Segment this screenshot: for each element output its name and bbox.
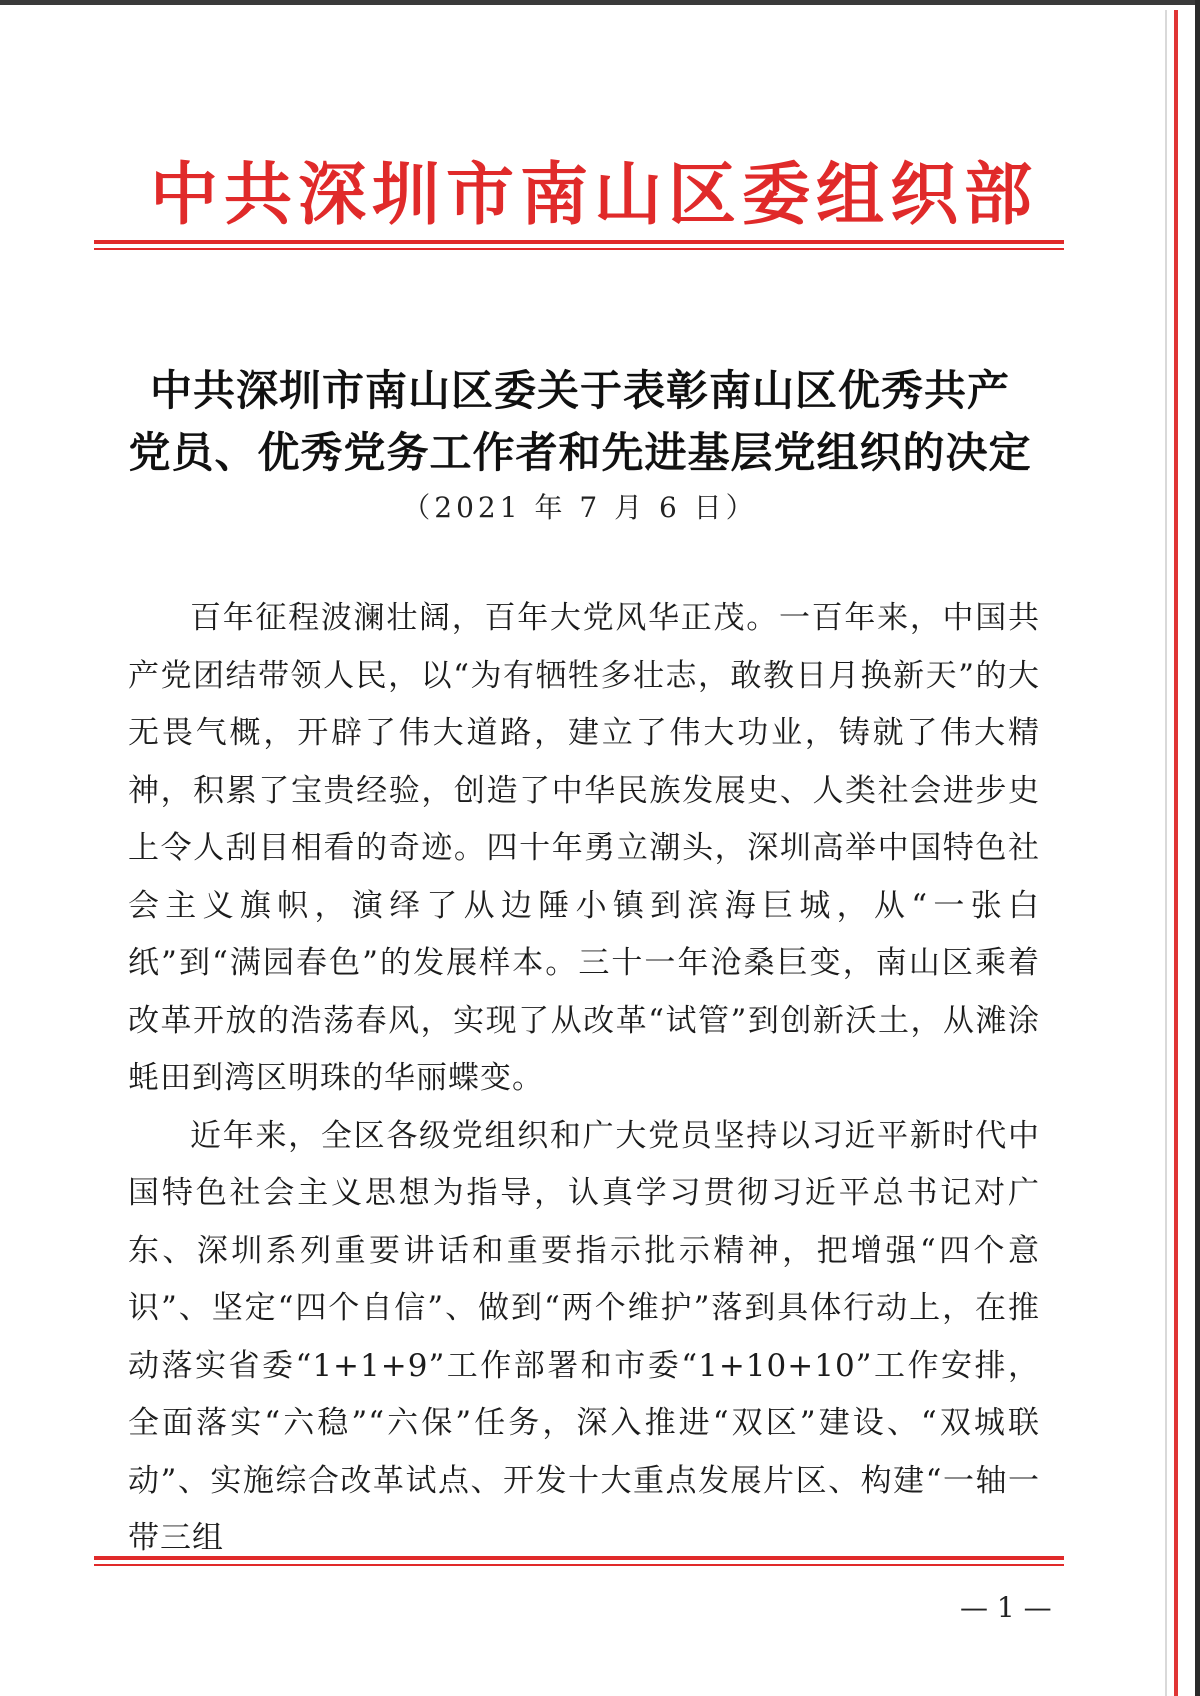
- footer-red-rule-thick: [94, 1556, 1064, 1560]
- footer-red-rule-thin: [94, 1564, 1064, 1566]
- document-title: [110, 360, 1050, 484]
- scan-edge-top: [0, 0, 1200, 5]
- red-margin-line: [1174, 10, 1178, 1696]
- document-title-line-1: 中共深圳市南山区委关于表彰南山区优秀共产: [149, 366, 1010, 415]
- header-red-rule-thick: [94, 240, 1064, 244]
- issuing-organization-header: 中共深圳市南山区委组织部: [150, 155, 1039, 235]
- body-paragraph-1: 百年征程波澜壮阔，百年大党风华正茂。一百年来，中国共产党团结带领人民，以“为有牺牲多壮志，敢教日月换新天”的大无畏气概，开辟了伟大道路，建立了伟大功业，铸就了伟大精神，积累了宝贵经验，创造了中华民族发展史、人类社会进步史上令人刮目相看的奇迹。四十年勇立潮头，深圳高举中国特色社会主义旗帜，演绎了从边陲小镇到滨海巨城，从“一张白纸”到“满园春色”的发展样本。三十一年沧桑巨变，南山区乘着改革开放的浩荡春风，实现了从改革“试管”到创新沃土，从滩涂蚝田到湾区明珠的华丽蝶变。: [128, 600, 1040, 1096]
- document-body: [128, 590, 1040, 1568]
- document-date: （2021 年 7 月 6 日）: [402, 491, 758, 524]
- body-paragraph-2: 近年来，全区各级党组织和广大党员坚持以习近平新时代中国特色社会主义思想为指导，认真学习贯彻习近平总书记对广东、深圳系列重要讲话和重要指示批示精神，把增强“四个意识”、坚定“四个自信”、做到“两个维护”落到具体行动上，在推动落实省委“1+1+9”工作部署和市委“1+10+10”工作安排，全面落实“六稳”“六保”任务，深入推进“双区”建设、“双城联动”、实施综合改革试点、开发十大重点发展片区、构建“一轴一带三组: [128, 1117, 1040, 1556]
- scan-edge-right: [1195, 0, 1200, 1696]
- page-number: — 1 —: [960, 1591, 1052, 1624]
- document-title-line-2: 党员、优秀党务工作者和先进基层党组织的决定: [128, 428, 1032, 477]
- header-red-rule-thin: [94, 248, 1064, 250]
- scan-edge-shadow: [1165, 10, 1167, 1696]
